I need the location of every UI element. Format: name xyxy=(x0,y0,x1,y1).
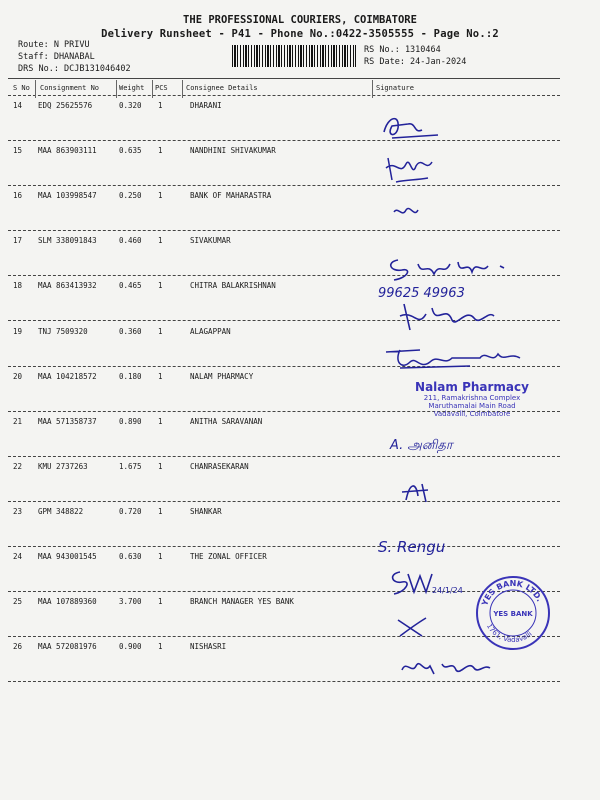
yes-bank-stamp-bottom-text: 1761, Vadavalli xyxy=(484,622,534,645)
signature-row-25 xyxy=(392,612,432,642)
row-weight: 1.675 xyxy=(119,462,142,471)
row-consignment-no: GPM 348822 xyxy=(38,507,84,516)
col-divider xyxy=(372,80,373,98)
signature-row-17 xyxy=(382,250,522,284)
row-separator xyxy=(8,501,560,502)
row-consignment-no: EDQ 25625576 xyxy=(38,101,93,110)
row-sno: 20 xyxy=(13,372,23,381)
row-consignee: CHANRASEKARAN xyxy=(190,462,249,471)
row-consignment-no: MAA 943001545 xyxy=(38,552,97,561)
row-weight: 0.635 xyxy=(119,146,142,155)
row-consignee: SHANKAR xyxy=(190,507,222,516)
row-weight: 0.465 xyxy=(119,281,142,290)
pharmacy-stamp xyxy=(392,380,552,418)
row-separator xyxy=(8,140,560,141)
row-separator xyxy=(8,456,560,457)
row-pcs: 1 xyxy=(158,146,163,155)
pharmacy-stamp-line3: Vadavalli, Coimbatore xyxy=(433,410,511,418)
row-sno: 22 xyxy=(13,462,23,471)
col-divider xyxy=(116,80,117,98)
row-pcs: 1 xyxy=(158,552,163,561)
pharmacy-stamp-line1: 211, Ramakrishna Complex xyxy=(423,394,521,402)
col-divider xyxy=(35,80,36,98)
row-consignment-no: MAA 104218572 xyxy=(38,372,97,381)
row-consignee: NANDHINI SHIVAKUMAR xyxy=(190,146,276,155)
row-weight: 0.900 xyxy=(119,642,142,651)
signature-row-21: A. அனிதா xyxy=(390,438,453,453)
row-pcs: 1 xyxy=(158,597,163,606)
row-pcs: 1 xyxy=(158,507,163,516)
row-consignee: NISHASRI xyxy=(190,642,227,651)
signature-row-19 xyxy=(380,340,540,376)
row-consignee: ANITHA SARAVANAN xyxy=(190,417,263,426)
row-sno: 14 xyxy=(13,101,23,110)
row-consignment-no: MAA 103998547 xyxy=(38,191,97,200)
row-pcs: 1 xyxy=(158,417,163,426)
signature-row-26 xyxy=(398,652,498,680)
signature-row-15 xyxy=(382,150,442,190)
row-consignment-no: MAA 107889360 xyxy=(38,597,97,606)
pharmacy-stamp-name: Nalam Pharmacy xyxy=(415,380,529,394)
col-header-weight: Weight xyxy=(119,84,145,92)
staff-label: Staff: DHANABAL xyxy=(18,52,95,62)
row-sno: 19 xyxy=(13,327,23,336)
barcode xyxy=(232,45,356,67)
row-weight: 0.180 xyxy=(119,372,142,381)
row-consignee: THE ZONAL OFFICER xyxy=(190,552,267,561)
row-sno: 17 xyxy=(13,236,23,245)
row-consignment-no: MAA 863413932 xyxy=(38,281,97,290)
col-header-consignee: Consignee Details xyxy=(186,84,258,92)
row-weight: 0.320 xyxy=(119,101,142,110)
row-separator xyxy=(8,546,560,547)
row-pcs: 1 xyxy=(158,281,163,290)
signature-row-16 xyxy=(390,202,426,222)
row-pcs: 1 xyxy=(158,191,163,200)
signature-row-23: S. Rengu xyxy=(378,538,446,556)
document-title: THE PROFESSIONAL COURIERS, COIMBATORE xyxy=(183,14,417,26)
row-weight: 0.890 xyxy=(119,417,142,426)
col-header-sno: S No xyxy=(13,84,30,92)
row-consignment-no: MAA 571358737 xyxy=(38,417,97,426)
row-weight: 3.700 xyxy=(119,597,142,606)
row-weight: 0.460 xyxy=(119,236,142,245)
row-weight: 0.360 xyxy=(119,327,142,336)
row-separator xyxy=(8,185,560,186)
row-sno: 15 xyxy=(13,146,23,155)
row-consignment-no: MAA 863903111 xyxy=(38,146,97,155)
document-subtitle: Delivery Runsheet - P41 - Phone No.:0422-3505555 - Page No.:2 xyxy=(101,28,499,40)
handwritten-phone: 99625 49963 xyxy=(378,286,465,301)
row-pcs: 1 xyxy=(158,101,163,110)
row-consignment-no: KMU 2737263 xyxy=(38,462,88,471)
yes-bank-stamp-center-text: YES BANK xyxy=(493,610,533,618)
row-consignee: DHARANI xyxy=(190,101,222,110)
route-label: Route: N PRIVU xyxy=(18,40,90,50)
row-consignment-no: MAA 572081976 xyxy=(38,642,97,651)
header-bottom-rule xyxy=(8,95,560,96)
row-pcs: 1 xyxy=(158,236,163,245)
row-consignee: ALAGAPPAN xyxy=(190,327,231,336)
row-separator xyxy=(8,681,560,682)
row-sno: 26 xyxy=(13,642,23,651)
row-separator xyxy=(8,230,560,231)
row-consignment-no: SLM 338091843 xyxy=(38,236,97,245)
signature-row-14 xyxy=(378,108,448,144)
row-weight: 0.250 xyxy=(119,191,142,200)
row-consignee: NALAM PHARMACY xyxy=(190,372,254,381)
row-pcs: 1 xyxy=(158,372,163,381)
signature-date-row-24: 24/1/24 xyxy=(432,586,463,595)
row-weight: 0.630 xyxy=(119,552,142,561)
col-header-consignment: Consignment No xyxy=(40,84,100,92)
row-sno: 24 xyxy=(13,552,23,561)
row-sno: 18 xyxy=(13,281,23,290)
col-divider xyxy=(152,80,153,98)
signature-row-22 xyxy=(398,476,438,506)
row-sno: 21 xyxy=(13,417,23,426)
row-consignee: BRANCH MANAGER YES BANK xyxy=(190,597,294,606)
col-divider xyxy=(182,80,183,98)
rs-number: RS No.: 1310464 xyxy=(364,45,441,55)
row-pcs: 1 xyxy=(158,462,163,471)
row-pcs: 1 xyxy=(158,642,163,651)
row-weight: 0.720 xyxy=(119,507,142,516)
row-consignee: CHITRA BALAKRISHNAN xyxy=(190,281,276,290)
header-top-rule xyxy=(8,78,560,79)
col-header-pcs: PCS xyxy=(155,84,168,92)
row-consignee: SIVAKUMAR xyxy=(190,236,231,245)
row-consignment-no: TNJ 7509320 xyxy=(38,327,88,336)
rs-date: RS Date: 24-Jan-2024 xyxy=(364,57,467,67)
row-consignee: BANK OF MAHARASTRA xyxy=(190,191,272,200)
row-pcs: 1 xyxy=(158,327,163,336)
pharmacy-stamp-line2: Maruthamalai Main Road xyxy=(428,402,516,410)
signature-row-18 xyxy=(396,298,506,334)
col-header-signature: Signature xyxy=(376,84,414,92)
yes-bank-stamp xyxy=(474,574,552,652)
row-sno: 25 xyxy=(13,597,23,606)
row-sno: 23 xyxy=(13,507,23,516)
drs-number: DRS No.: DCJB131046402 xyxy=(18,64,131,74)
yes-bank-stamp-top-text: YES BANK LTD. xyxy=(480,579,545,607)
row-sno: 16 xyxy=(13,191,23,200)
